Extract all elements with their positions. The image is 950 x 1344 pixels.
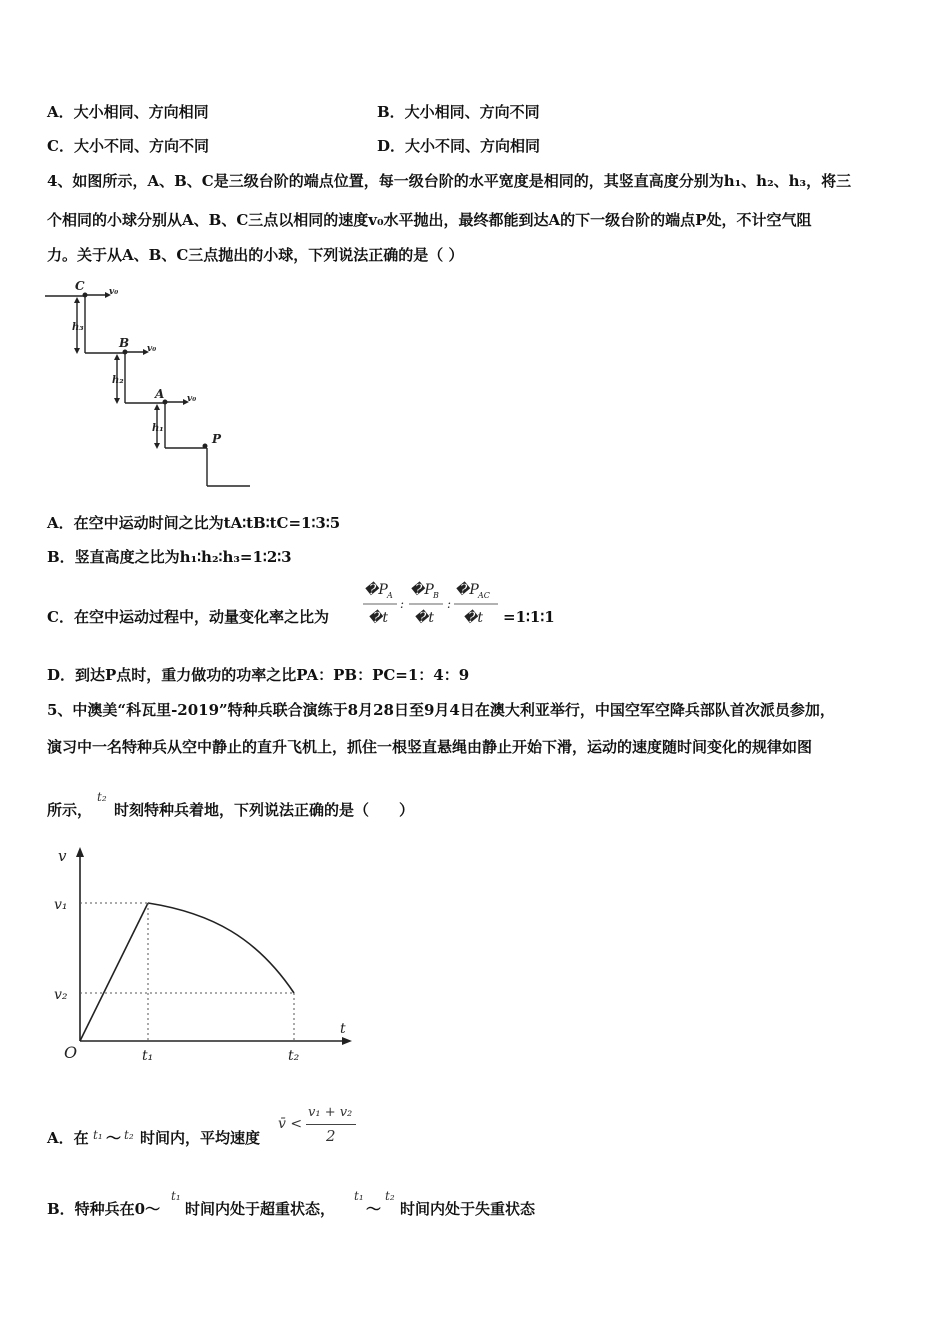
frac-a-sub: A	[387, 591, 393, 600]
label-v0-b: v₀	[147, 344, 157, 354]
tick-v2: v₂	[54, 987, 68, 1003]
q5-stem-t2: t₂	[97, 790, 107, 804]
q5-option-a-t1: t₁	[93, 1128, 103, 1142]
q4-option-d: D．到达P点时，重力做功的功率之比PA：PB：PC=1：4：9	[47, 666, 470, 684]
label-a: A	[155, 387, 165, 401]
frac-c-sub: AC	[478, 591, 490, 600]
q5-option-a-fraction-bar	[306, 1124, 356, 1125]
q4-stair-figure	[45, 278, 255, 490]
frac-b-sub: B	[433, 591, 439, 600]
q5-stem-line1: 5、中澳美“科瓦里-2019”特种兵联合演练于8月28日至9月4日在澳大利亚举行，中国空军空降兵部队首次派员参加，	[47, 701, 835, 719]
frac-a-den: �t	[368, 610, 388, 626]
label-h3: h₃	[72, 322, 84, 333]
tick-v1: v₁	[54, 897, 68, 913]
label-b: B	[119, 336, 130, 350]
q3-option-d: D．大小不同、方向相同	[377, 137, 541, 155]
q5-option-b-t2: t₂	[385, 1189, 395, 1203]
q5-option-b-suffix: 时间内处于失重状态	[400, 1200, 536, 1218]
frac-b-num: �P	[410, 582, 434, 598]
q4-stem-line1: 4、如图所示，A、B、C是三级台阶的端点位置，每一级台阶的水平宽度是相同的，其竖直高度分别为h₁、h₂、h₃，将三	[47, 172, 852, 190]
q5-option-a-prefix: A．在	[47, 1129, 89, 1147]
label-h1: h₁	[152, 423, 164, 434]
q4-option-b: B．竖直高度之比为h₁∶h₂∶h₃=1∶2∶3	[47, 548, 292, 566]
label-v0-a: v₀	[187, 394, 197, 404]
q4-option-c-fractions	[360, 578, 505, 628]
q5-stem-line3-suffix: 时刻特种兵着地，下列说法正确的是（ ）	[114, 801, 415, 819]
q5-option-b-prefix: B．特种兵在0～	[47, 1200, 161, 1218]
q4-stem-line3: 力。关于从A、B、C三点抛出的小球，下列说法正确的是（ ）	[47, 246, 464, 264]
frac-b-den: �t	[414, 610, 434, 626]
frac-c-num: �P	[455, 582, 479, 598]
label-v0-c: v₀	[109, 287, 119, 297]
tick-t2: t₂	[288, 1048, 300, 1064]
q4-stem-line2: 个相同的小球分别从A、B、C三点以相同的速度v₀水平抛出，最终都能到达A的下一级台阶的端点P处，不计空气阻	[47, 211, 812, 229]
q5-stem-line3-prefix: 所示，	[47, 801, 93, 819]
axis-label-t: t	[340, 1021, 346, 1037]
q4-option-a: A．在空中运动时间之比为tA∶tB∶tC=1∶3∶5	[47, 514, 341, 532]
tick-t1: t₁	[142, 1048, 154, 1064]
frac-a-num: �P	[364, 582, 388, 598]
colon-2: :	[447, 597, 452, 611]
q5-option-a-t2: t₂	[124, 1128, 134, 1142]
label-p: P	[212, 432, 222, 446]
origin-o: O	[64, 1043, 78, 1062]
q5-option-a-mid: 时间内，平均速度	[140, 1129, 261, 1147]
q5-option-b-mid: 时间内处于超重状态，	[185, 1200, 336, 1218]
colon-1: :	[400, 597, 405, 611]
q5-option-a-tilde: ～	[106, 1129, 122, 1147]
q3-option-c: C．大小不同、方向不同	[47, 137, 209, 155]
q5-option-a-formula-lhs: v̄ <	[278, 1116, 303, 1132]
q5-vt-graph	[52, 843, 357, 1065]
q4-option-c-prefix: C．在空中运动过程中，动量变化率之比为	[47, 608, 329, 626]
q5-stem-line2: 演习中一名特种兵从空中静止的直升飞机上，抓住一根竖直悬绳由静止开始下滑，运动的速度随时间变化的规律如图	[47, 738, 813, 756]
q3-option-a: A．大小相同、方向相同	[47, 103, 209, 121]
label-h2: h₂	[112, 375, 124, 386]
q5-option-b-t1: t₁	[171, 1189, 181, 1203]
q5-option-b-tilde: ～	[366, 1200, 382, 1218]
q4-option-c-suffix: =1∶1∶1	[503, 608, 555, 626]
q5-option-a-formula-den: 2	[326, 1127, 336, 1145]
frac-c-den: �t	[463, 610, 483, 626]
q5-option-b-t1b: t₁	[354, 1189, 364, 1203]
label-c: C	[75, 279, 85, 293]
axis-label-v: v	[58, 847, 67, 865]
q3-option-b: B．大小相同、方向不同	[377, 103, 540, 121]
q5-option-a-formula-num: v₁ + v₂	[308, 1105, 353, 1120]
